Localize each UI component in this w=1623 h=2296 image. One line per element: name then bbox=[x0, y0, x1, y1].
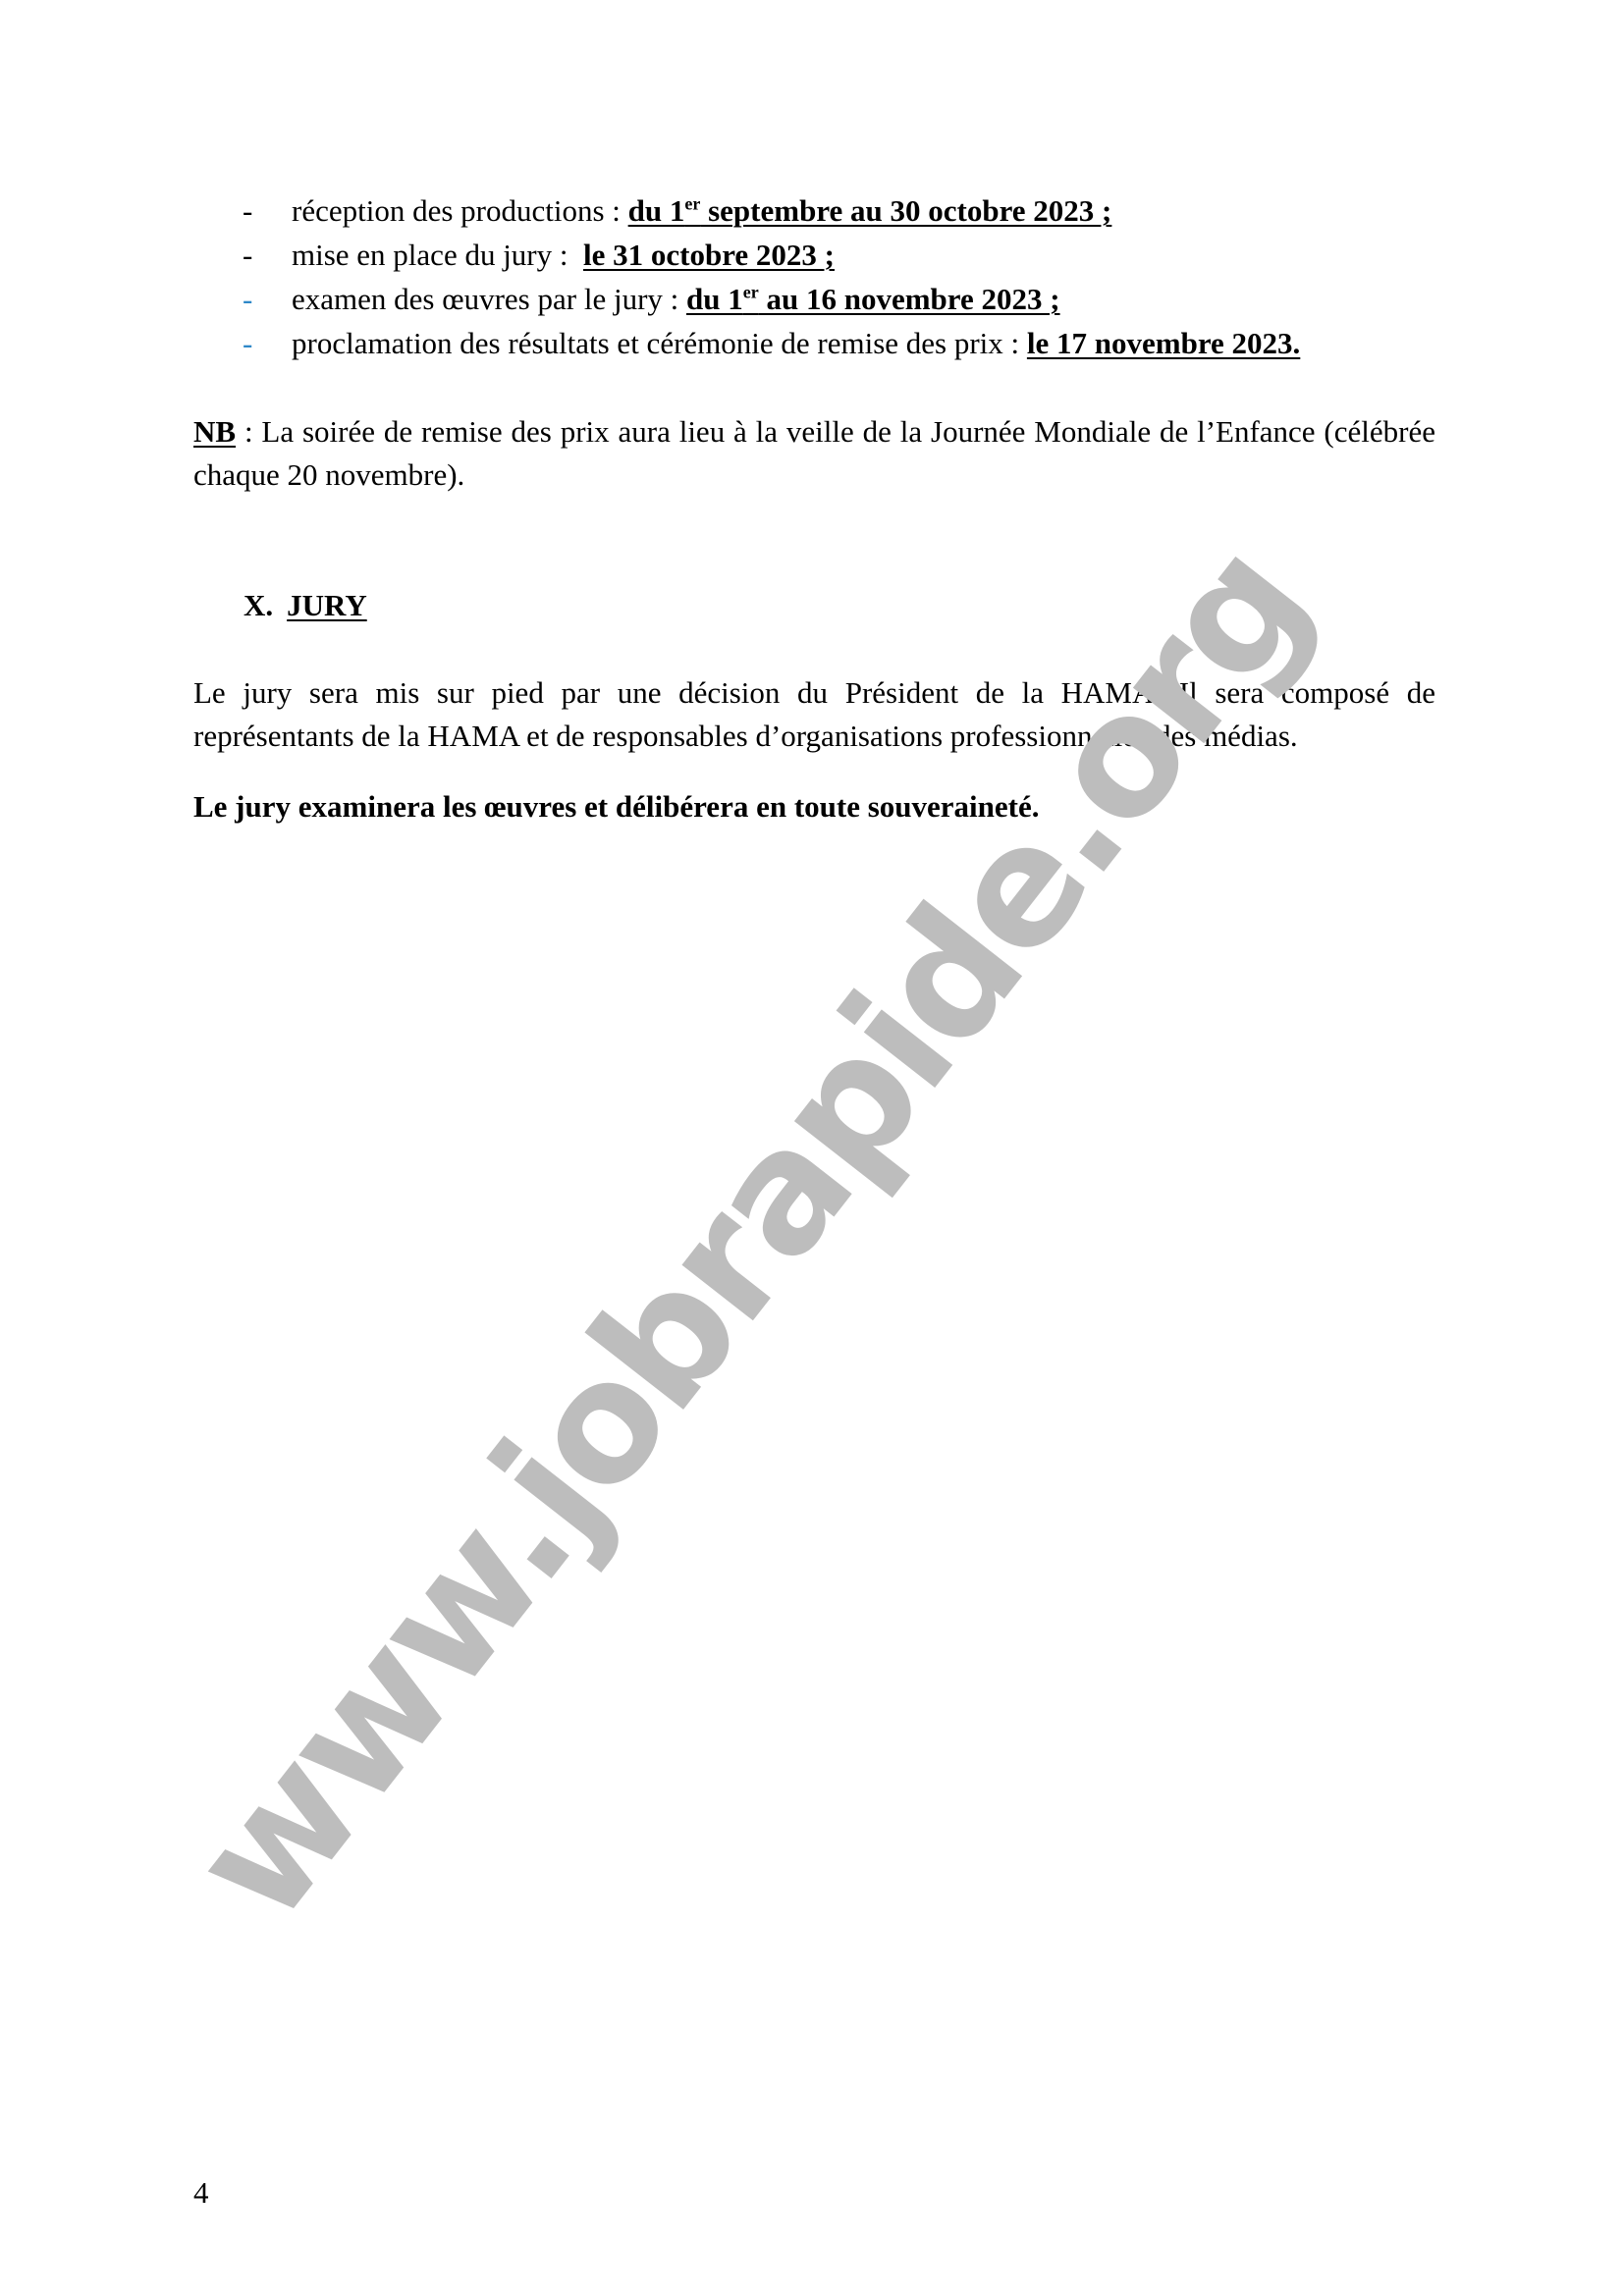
schedule-item-date bbox=[628, 193, 1112, 228]
schedule-item-date: le 17 novembre 2023. bbox=[1026, 326, 1301, 360]
date-superscript: er bbox=[684, 193, 701, 214]
list-dash: - bbox=[243, 326, 253, 360]
date-text: au 16 novembre 2023 ; bbox=[758, 282, 1060, 316]
list-dash: - bbox=[243, 193, 253, 228]
list-dash: - bbox=[243, 282, 253, 316]
schedule-item-jury-setup bbox=[193, 233, 1470, 277]
schedule-list bbox=[193, 188, 1470, 365]
schedule-item-review bbox=[193, 277, 1470, 321]
jury-composition-paragraph: Le jury sera mis sur pied par une décision du Président de la HAMA. Il sera composé de représentants de la HAMA et de responsables d’organisations professionnelles des médias. bbox=[193, 675, 1435, 753]
schedule-item-label: proclamation des résultats et cérémonie de remise des prix : bbox=[292, 326, 1027, 360]
date-text: du 1 bbox=[686, 282, 743, 316]
section-title: JURY bbox=[287, 588, 367, 622]
watermark-text: www.jobrapide.org bbox=[154, 507, 1346, 1956]
schedule-item-date bbox=[686, 282, 1060, 316]
nb-label: NB bbox=[193, 414, 237, 449]
schedule-item-reception bbox=[193, 188, 1470, 233]
jury-sovereignty-paragraph: Le jury examinera les œuvres et délibérera en toute souveraineté. bbox=[193, 789, 1040, 824]
schedule-item-proclamation bbox=[193, 321, 1470, 365]
page-number: 4 bbox=[193, 2175, 209, 2210]
section-number: X. bbox=[243, 588, 274, 622]
section-heading bbox=[243, 584, 367, 627]
list-dash: - bbox=[243, 238, 253, 272]
date-superscript: er bbox=[742, 282, 759, 302]
schedule-item-label: réception des productions : bbox=[292, 193, 628, 228]
schedule-item-label: mise en place du jury : bbox=[292, 238, 583, 272]
schedule-item-label: examen des œuvres par le jury : bbox=[292, 282, 687, 316]
schedule-item-date: le 31 octobre 2023 ; bbox=[583, 238, 835, 272]
nb-note bbox=[193, 410, 1435, 497]
date-text: septembre au 30 octobre 2023 ; bbox=[700, 193, 1112, 228]
date-text: du 1 bbox=[627, 193, 685, 228]
nb-text: : La soirée de remise des prix aura lieu à la veille de la Journée Mondiale de l’Enfance (célébrée chaque 20 novembre). bbox=[193, 414, 1435, 492]
